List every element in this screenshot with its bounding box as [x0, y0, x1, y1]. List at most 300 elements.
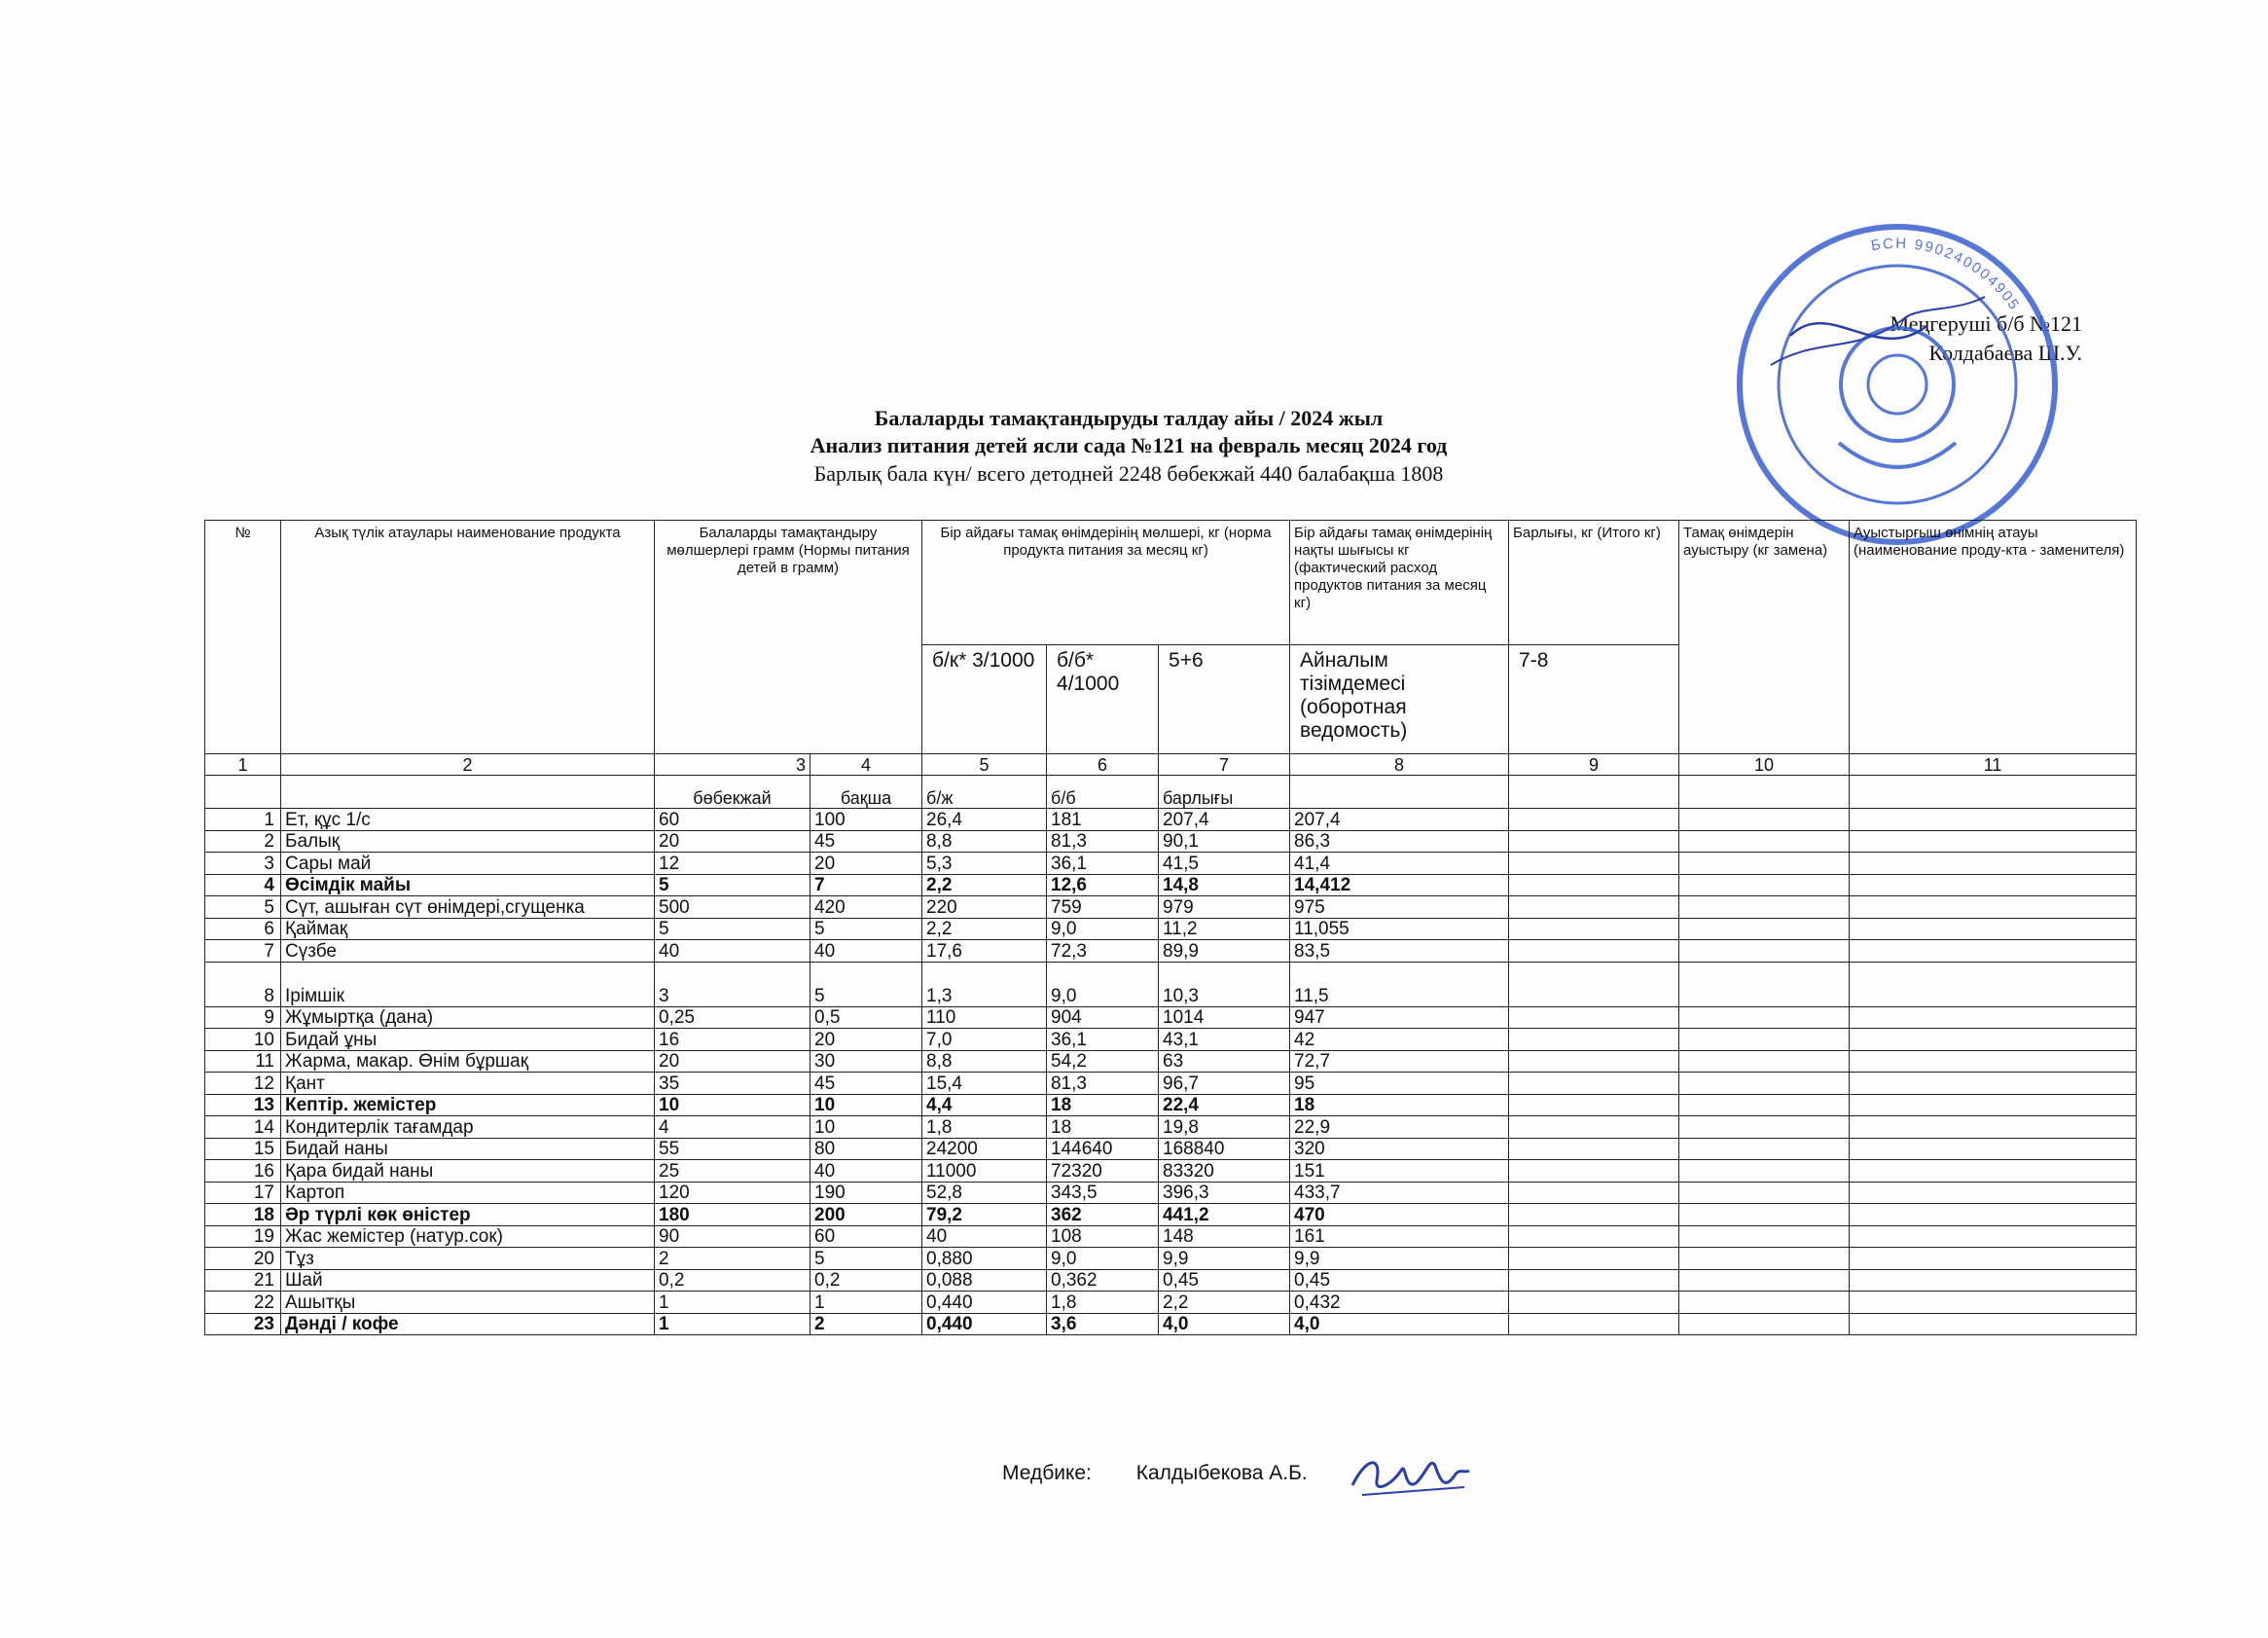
- monthly-total: 2,2: [1159, 1292, 1290, 1314]
- col-label-bb: б/б: [1047, 776, 1159, 809]
- document-heading: [584, 405, 1674, 489]
- norm-garden: 10: [810, 1116, 922, 1139]
- monthly-bb: 18: [1047, 1116, 1159, 1139]
- empty-cell: [1850, 1182, 2137, 1204]
- empty-cell: [1850, 1269, 2137, 1292]
- table-row: [205, 1138, 2137, 1160]
- table-row: [205, 1006, 2137, 1029]
- row-number: 23: [205, 1313, 281, 1335]
- table-row: [205, 918, 2137, 940]
- norm-garden: 190: [810, 1182, 922, 1204]
- norm-nursery: 16: [655, 1029, 810, 1051]
- empty-cell: [1679, 1160, 1850, 1183]
- monthly-total: 96,7: [1159, 1073, 1290, 1095]
- monthly-bj: 1,8: [922, 1116, 1047, 1139]
- monthly-total: 1014: [1159, 1006, 1290, 1029]
- product-name: Ет, құс 1/с: [281, 809, 655, 831]
- empty-cell: [1850, 1116, 2137, 1139]
- monthly-total: 4,0: [1159, 1313, 1290, 1335]
- monthly-bb: 18: [1047, 1094, 1159, 1116]
- actual-expense: 207,4: [1290, 809, 1509, 831]
- empty-cell: [1679, 896, 1850, 919]
- empty-cell: [1509, 1029, 1679, 1051]
- official-stamp: [1732, 219, 2063, 550]
- norm-garden: 45: [810, 830, 922, 853]
- empty-cell: [1679, 1204, 1850, 1226]
- footer: [1002, 1462, 1347, 1485]
- table-row: [205, 830, 2137, 853]
- table-row: [205, 1225, 2137, 1248]
- row-number: 12: [205, 1073, 281, 1095]
- actual-expense: 86,3: [1290, 830, 1509, 853]
- header-substitute: Ауыстырғыш өнімнің атауы (наименование проду-кта - заменителя): [1850, 521, 2137, 754]
- actual-expense: 22,9: [1290, 1116, 1509, 1139]
- norm-garden: 20: [810, 1029, 922, 1051]
- actual-expense: 0,45: [1290, 1269, 1509, 1292]
- monthly-bj: 8,8: [922, 830, 1047, 853]
- monthly-bj: 5,3: [922, 853, 1047, 875]
- monthly-bb: 81,3: [1047, 830, 1159, 853]
- norm-nursery: 500: [655, 896, 810, 919]
- subheader-turnover: Айналым тізімдемесі (оборотная ведомость): [1290, 645, 1509, 754]
- empty-cell: [1850, 1029, 2137, 1051]
- norm-nursery: 10: [655, 1094, 810, 1116]
- product-name: Өсімдік майы: [281, 874, 655, 896]
- monthly-total: 43,1: [1159, 1029, 1290, 1051]
- norm-nursery: 25: [655, 1160, 810, 1183]
- norm-garden: 0,2: [810, 1269, 922, 1292]
- empty-cell: [1509, 809, 1679, 831]
- subheader-range: 7-8: [1509, 645, 1679, 754]
- monthly-bb: 1,8: [1047, 1292, 1159, 1314]
- monthly-bb: 72320: [1047, 1160, 1159, 1183]
- col-number: 7: [1159, 754, 1290, 776]
- footer-role: Медбике:: [1002, 1462, 1092, 1484]
- actual-expense: 320: [1290, 1138, 1509, 1160]
- norm-nursery: 20: [655, 1050, 810, 1073]
- empty-cell: [1509, 896, 1679, 919]
- table-row: [205, 896, 2137, 919]
- col-number: 5: [922, 754, 1047, 776]
- monthly-total: 11,2: [1159, 918, 1290, 940]
- monthly-total: 441,2: [1159, 1204, 1290, 1226]
- monthly-total: 63: [1159, 1050, 1290, 1073]
- header-total: Барлығы, кг (Итого кг): [1509, 521, 1679, 645]
- table-row: [205, 1029, 2137, 1051]
- header-name: Азық түлік атаулары наименование продукта: [281, 521, 655, 754]
- table-row: [205, 940, 2137, 963]
- norm-nursery: 2: [655, 1248, 810, 1270]
- empty-cell: [1509, 1182, 1679, 1204]
- empty-cell: [1679, 1073, 1850, 1095]
- nurse-signature: [1348, 1446, 1474, 1505]
- norm-garden: 40: [810, 1160, 922, 1183]
- empty-cell: [1679, 853, 1850, 875]
- empty-cell: [1850, 1248, 2137, 1270]
- approval-name: Колдабаева Ш.У.: [1928, 341, 2082, 365]
- monthly-total: 168840: [1159, 1138, 1290, 1160]
- norm-garden: 200: [810, 1204, 922, 1226]
- product-name: Ашытқы: [281, 1292, 655, 1314]
- approval-title: Меңгеруші б/б №121: [1890, 311, 2082, 336]
- monthly-total: 89,9: [1159, 940, 1290, 963]
- product-name: Қара бидай наны: [281, 1160, 655, 1183]
- subheader-bk: б/к* 3/1000: [922, 645, 1047, 754]
- monthly-total: 207,4: [1159, 809, 1290, 831]
- title-ru: Анализ питания детей ясли сада №121 на февраль месяц 2024 год: [810, 433, 1448, 457]
- svg-text:БСН 990240004905: [1870, 236, 2023, 314]
- monthly-total: 19,8: [1159, 1116, 1290, 1139]
- monthly-bb: 54,2: [1047, 1050, 1159, 1073]
- row-number: 5: [205, 896, 281, 919]
- norm-nursery: 35: [655, 1073, 810, 1095]
- empty-cell: [1679, 1006, 1850, 1029]
- row-number: 20: [205, 1248, 281, 1270]
- norm-nursery: 3: [655, 962, 810, 1006]
- table-row: [205, 1073, 2137, 1095]
- monthly-bj: 0,440: [922, 1292, 1047, 1314]
- actual-expense: 11,055: [1290, 918, 1509, 940]
- empty-cell: [1679, 1050, 1850, 1073]
- empty-cell: [1509, 1138, 1679, 1160]
- product-name: Жас жемістер (натур.сок): [281, 1225, 655, 1248]
- col-number: 3: [655, 754, 810, 776]
- norm-nursery: 55: [655, 1138, 810, 1160]
- empty-cell: [1850, 918, 2137, 940]
- norm-garden: 5: [810, 918, 922, 940]
- actual-expense: 470: [1290, 1204, 1509, 1226]
- row-number: 9: [205, 1006, 281, 1029]
- monthly-bj: 24200: [922, 1138, 1047, 1160]
- norm-garden: 80: [810, 1138, 922, 1160]
- col-number: 11: [1850, 754, 2137, 776]
- monthly-bb: 36,1: [1047, 1029, 1159, 1051]
- monthly-bb: 12,6: [1047, 874, 1159, 896]
- monthly-bb: 0,362: [1047, 1269, 1159, 1292]
- row-number: 7: [205, 940, 281, 963]
- empty-cell: [1679, 1182, 1850, 1204]
- norm-nursery: 12: [655, 853, 810, 875]
- table-row: [205, 1204, 2137, 1226]
- col-label-bj: б/ж: [922, 776, 1047, 809]
- row-number: 21: [205, 1269, 281, 1292]
- monthly-bb: 9,0: [1047, 918, 1159, 940]
- empty-cell: [1850, 874, 2137, 896]
- empty-cell: [1509, 1073, 1679, 1095]
- empty-cell: [1850, 1050, 2137, 1073]
- empty-cell: [1679, 918, 1850, 940]
- table-row: [205, 1160, 2137, 1183]
- col-number: 6: [1047, 754, 1159, 776]
- monthly-total: 396,3: [1159, 1182, 1290, 1204]
- norm-nursery: 0,25: [655, 1006, 810, 1029]
- empty-cell: [1850, 853, 2137, 875]
- stamp-text: БСН 990240004905: [1869, 235, 2024, 314]
- empty-cell: [1679, 1116, 1850, 1139]
- empty-cell: [1509, 1116, 1679, 1139]
- empty-cell: [1509, 830, 1679, 853]
- monthly-bj: 8,8: [922, 1050, 1047, 1073]
- monthly-bb: 36,1: [1047, 853, 1159, 875]
- monthly-bj: 1,3: [922, 962, 1047, 1006]
- monthly-bj: 110: [922, 1006, 1047, 1029]
- monthly-bj: 7,0: [922, 1029, 1047, 1051]
- table-row: [205, 1094, 2137, 1116]
- empty-cell: [1850, 1292, 2137, 1314]
- header-no: №: [205, 521, 281, 754]
- norm-garden: 1: [810, 1292, 922, 1314]
- norm-nursery: 1: [655, 1313, 810, 1335]
- row-number: 6: [205, 918, 281, 940]
- product-name: Балық: [281, 830, 655, 853]
- empty-cell: [1679, 1029, 1850, 1051]
- norm-garden: 60: [810, 1225, 922, 1248]
- monthly-bj: 0,088: [922, 1269, 1047, 1292]
- norm-nursery: 60: [655, 809, 810, 831]
- table-row: [205, 1248, 2137, 1270]
- monthly-bj: 52,8: [922, 1182, 1047, 1204]
- subheader-bb: б/б* 4/1000: [1047, 645, 1159, 754]
- monthly-bj: 26,4: [922, 809, 1047, 831]
- table-row: [205, 874, 2137, 896]
- actual-expense: 947: [1290, 1006, 1509, 1029]
- empty-cell: [1679, 1313, 1850, 1335]
- monthly-bj: 2,2: [922, 874, 1047, 896]
- norm-garden: 30: [810, 1050, 922, 1073]
- product-name: Ірімшік: [281, 962, 655, 1006]
- empty-cell: [1850, 1313, 2137, 1335]
- norm-nursery: 180: [655, 1204, 810, 1226]
- row-number: 11: [205, 1050, 281, 1073]
- product-name: Кондитерлік тағамдар: [281, 1116, 655, 1139]
- product-name: Сүзбе: [281, 940, 655, 963]
- empty-cell: [1850, 1073, 2137, 1095]
- empty-cell: [1509, 1006, 1679, 1029]
- col-label-total: барлығы: [1159, 776, 1290, 809]
- actual-expense: 9,9: [1290, 1248, 1509, 1270]
- monthly-total: 83320: [1159, 1160, 1290, 1183]
- actual-expense: 42: [1290, 1029, 1509, 1051]
- norm-garden: 10: [810, 1094, 922, 1116]
- empty-cell: [1850, 1138, 2137, 1160]
- product-name: Шай: [281, 1269, 655, 1292]
- row-number: 4: [205, 874, 281, 896]
- monthly-bb: 144640: [1047, 1138, 1159, 1160]
- header-actual: Бір айдағы тамақ өнімдерінің нақты шығысы кг (фактический расход продуктов питания за месяц кг): [1290, 521, 1509, 645]
- product-name: Кептір. жемістер: [281, 1094, 655, 1116]
- table-row: [205, 1050, 2137, 1073]
- product-name: Сүт, ашыған сүт өнімдері,сгущенка: [281, 896, 655, 919]
- header-norms: Балаларды тамақтандыру мөлшерлері грамм (Нормы питания детей в грамм): [655, 521, 922, 754]
- actual-expense: 41,4: [1290, 853, 1509, 875]
- monthly-bb: 3,6: [1047, 1313, 1159, 1335]
- monthly-total: 10,3: [1159, 962, 1290, 1006]
- empty-cell: [1850, 830, 2137, 853]
- product-name: Жарма, макар. Өнім бұршақ: [281, 1050, 655, 1073]
- monthly-bb: 72,3: [1047, 940, 1159, 963]
- empty-cell: [1509, 1225, 1679, 1248]
- norm-nursery: 120: [655, 1182, 810, 1204]
- actual-expense: 975: [1290, 896, 1509, 919]
- actual-expense: 14,412: [1290, 874, 1509, 896]
- empty-cell: [1509, 1269, 1679, 1292]
- monthly-bj: 0,440: [922, 1313, 1047, 1335]
- norm-garden: 5: [810, 962, 922, 1006]
- col-label-nursery: бөбекжай: [655, 776, 810, 809]
- row-number: 19: [205, 1225, 281, 1248]
- norm-garden: 420: [810, 896, 922, 919]
- norm-garden: 20: [810, 853, 922, 875]
- empty-cell: [1509, 1160, 1679, 1183]
- row-number: 17: [205, 1182, 281, 1204]
- monthly-bb: 904: [1047, 1006, 1159, 1029]
- empty-cell: [1850, 962, 2137, 1006]
- empty-cell: [1509, 1248, 1679, 1270]
- empty-cell: [1509, 1313, 1679, 1335]
- actual-expense: 18: [1290, 1094, 1509, 1116]
- monthly-bb: 81,3: [1047, 1073, 1159, 1095]
- monthly-bj: 220: [922, 896, 1047, 919]
- norm-nursery: 20: [655, 830, 810, 853]
- empty-cell: [1850, 1225, 2137, 1248]
- monthly-bb: 9,0: [1047, 1248, 1159, 1270]
- row-number: 15: [205, 1138, 281, 1160]
- actual-expense: 0,432: [1290, 1292, 1509, 1314]
- monthly-total: 22,4: [1159, 1094, 1290, 1116]
- norm-nursery: 4: [655, 1116, 810, 1139]
- row-number: 2: [205, 830, 281, 853]
- monthly-bj: 0,880: [922, 1248, 1047, 1270]
- header-monthly-norm: Бір айдағы тамақ өнімдерінің мөлшері, кг (норма продукта питания за месяц кг): [922, 521, 1290, 645]
- title-kz: Балаларды тамақтандыруды талдау айы / 2024 жыл: [874, 406, 1384, 430]
- actual-expense: 72,7: [1290, 1050, 1509, 1073]
- product-name: Тұз: [281, 1248, 655, 1270]
- product-name: Қант: [281, 1073, 655, 1095]
- table-row: [205, 1182, 2137, 1204]
- norm-garden: 100: [810, 809, 922, 831]
- row-number: 13: [205, 1094, 281, 1116]
- actual-expense: 11,5: [1290, 962, 1509, 1006]
- empty-cell: [1850, 896, 2137, 919]
- norm-garden: 0,5: [810, 1006, 922, 1029]
- product-name: Қаймақ: [281, 918, 655, 940]
- empty-cell: [1850, 940, 2137, 963]
- table-row: [205, 1116, 2137, 1139]
- table-row: [205, 809, 2137, 831]
- product-name: Бидай ұны: [281, 1029, 655, 1051]
- monthly-bj: 79,2: [922, 1204, 1047, 1226]
- col-number: 4: [810, 754, 922, 776]
- table-row: [205, 1269, 2137, 1292]
- monthly-bb: 343,5: [1047, 1182, 1159, 1204]
- product-name: Әр түрлі көк өністер: [281, 1204, 655, 1226]
- monthly-bb: 181: [1047, 809, 1159, 831]
- row-number: 10: [205, 1029, 281, 1051]
- empty-cell: [1509, 1204, 1679, 1226]
- empty-cell: [1679, 1225, 1850, 1248]
- actual-expense: 95: [1290, 1073, 1509, 1095]
- table-row: [205, 1292, 2137, 1314]
- header-replacement: Тамақ өнімдерін ауыстыру (кг замена): [1679, 521, 1850, 754]
- product-name: Сары май: [281, 853, 655, 875]
- empty-cell: [1850, 809, 2137, 831]
- row-number: 3: [205, 853, 281, 875]
- table-row: [205, 962, 2137, 1006]
- norm-garden: 7: [810, 874, 922, 896]
- actual-expense: 161: [1290, 1225, 1509, 1248]
- nutrition-table: [204, 520, 2137, 1335]
- product-name: Бидай наны: [281, 1138, 655, 1160]
- norm-nursery: 40: [655, 940, 810, 963]
- monthly-bj: 11000: [922, 1160, 1047, 1183]
- empty-cell: [1679, 830, 1850, 853]
- table-row: [205, 1313, 2137, 1335]
- empty-cell: [1509, 853, 1679, 875]
- norm-garden: 2: [810, 1313, 922, 1335]
- monthly-total: 41,5: [1159, 853, 1290, 875]
- row-number: 16: [205, 1160, 281, 1183]
- table-row: [205, 853, 2137, 875]
- empty-cell: [1679, 874, 1850, 896]
- monthly-bj: 2,2: [922, 918, 1047, 940]
- monthly-bb: 108: [1047, 1225, 1159, 1248]
- row-number: 22: [205, 1292, 281, 1314]
- norm-nursery: 90: [655, 1225, 810, 1248]
- monthly-total: 979: [1159, 896, 1290, 919]
- monthly-total: 148: [1159, 1225, 1290, 1248]
- row-number: 18: [205, 1204, 281, 1226]
- monthly-bb: 759: [1047, 896, 1159, 919]
- empty-cell: [1679, 1248, 1850, 1270]
- product-name: Дәнді / кофе: [281, 1313, 655, 1335]
- col-label-garden: бақша: [810, 776, 922, 809]
- column-label-row: [205, 776, 2137, 809]
- empty-cell: [1509, 1292, 1679, 1314]
- empty-cell: [1679, 962, 1850, 1006]
- empty-cell: [1509, 962, 1679, 1006]
- product-name: Картоп: [281, 1182, 655, 1204]
- empty-cell: [1679, 1269, 1850, 1292]
- empty-cell: [1509, 1094, 1679, 1116]
- empty-cell: [1679, 1138, 1850, 1160]
- norm-garden: 45: [810, 1073, 922, 1095]
- norm-nursery: 5: [655, 874, 810, 896]
- col-number: 9: [1509, 754, 1679, 776]
- monthly-bb: 9,0: [1047, 962, 1159, 1006]
- empty-cell: [1509, 940, 1679, 963]
- empty-cell: [1679, 940, 1850, 963]
- col-number: 1: [205, 754, 281, 776]
- monthly-bj: 4,4: [922, 1094, 1047, 1116]
- empty-cell: [1679, 1292, 1850, 1314]
- norm-nursery: 0,2: [655, 1269, 810, 1292]
- col-number: 8: [1290, 754, 1509, 776]
- column-number-row: [205, 754, 2137, 776]
- col-number: 10: [1679, 754, 1850, 776]
- row-number: 8: [205, 962, 281, 1006]
- monthly-total: 0,45: [1159, 1269, 1290, 1292]
- product-name: Жұмыртқа (дана): [281, 1006, 655, 1029]
- empty-cell: [1850, 1160, 2137, 1183]
- actual-expense: 433,7: [1290, 1182, 1509, 1204]
- monthly-total: 90,1: [1159, 830, 1290, 853]
- empty-cell: [1679, 809, 1850, 831]
- norm-garden: 5: [810, 1248, 922, 1270]
- empty-cell: [1509, 874, 1679, 896]
- monthly-bj: 17,6: [922, 940, 1047, 963]
- actual-expense: 151: [1290, 1160, 1509, 1183]
- header-row: [205, 521, 2137, 645]
